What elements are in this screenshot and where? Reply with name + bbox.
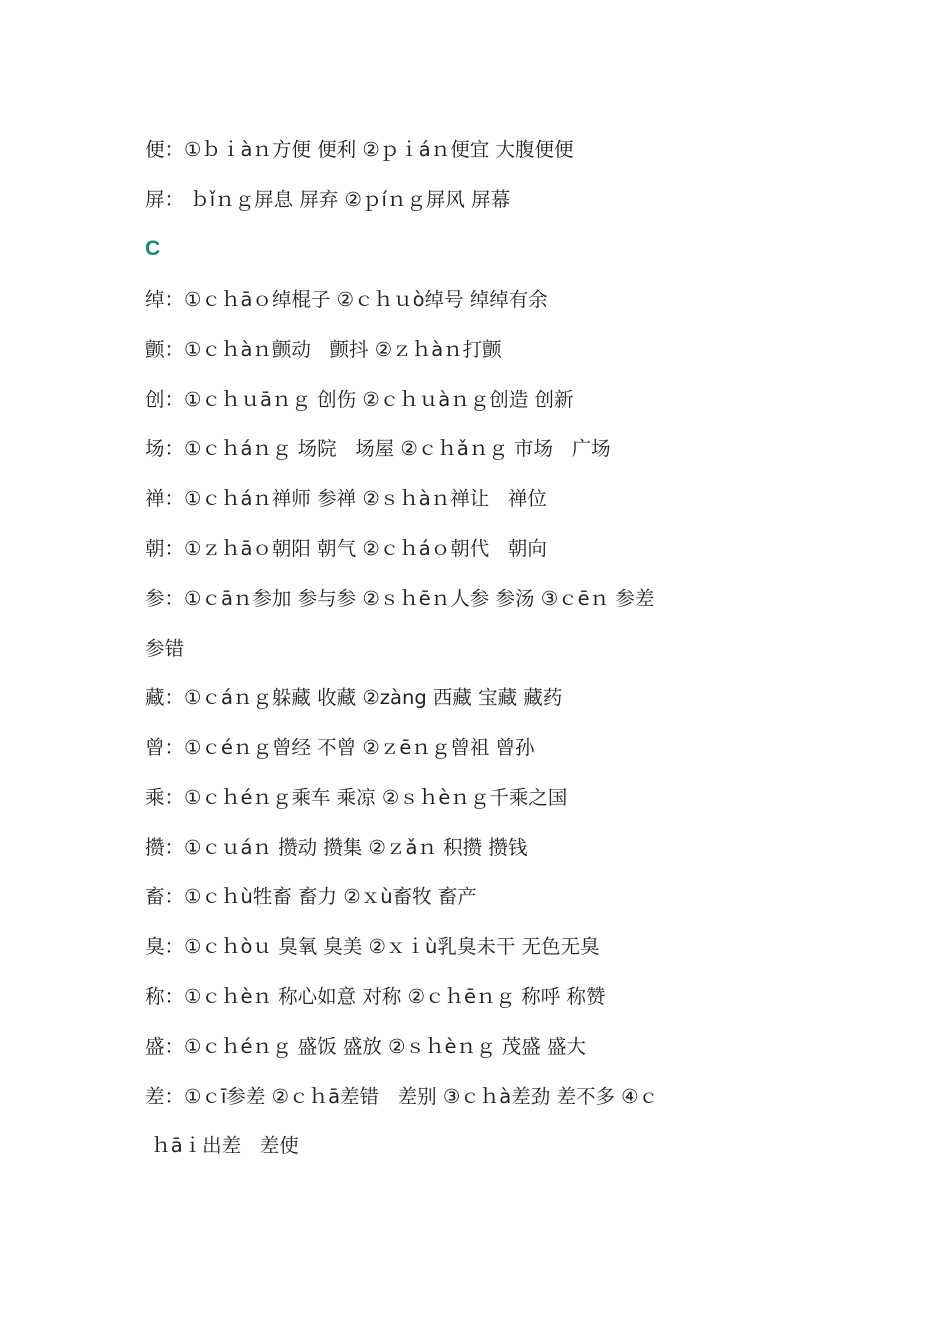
entry-chuang: 创：①ｃｈｕāｎｇ 创伤 ②ｃｈｕàｎｇ创造 创新 <box>145 388 574 411</box>
entry-chen: 称：①ｃｈèｎ 称心如意 对称 ②ｃｈēｎｇ 称呼 称赞 <box>145 985 606 1008</box>
section-heading-c: C <box>145 237 161 260</box>
entry-can: 参：①ｃāｎ参加 参与参 ②ｓｈēｎ人参 参汤 ③ｃēｎ 参差 <box>145 587 655 610</box>
entry-zhao-chao: 朝：①ｚｈāｏ朝阳 朝气 ②ｃｈáｏ朝代 朝向 <box>145 537 547 560</box>
entry-ci-cha-continued: ｈāｉ出差 差使 <box>145 1134 299 1157</box>
entry-ci-cha: 差：①ｃī参差 ②ｃｈā差错 差别 ③ｃｈà差劲 差不多 ④ｃ <box>145 1085 659 1108</box>
entry-bing: 屏： ｂǐｎｇ屏息 屏弃 ②ｐíｎｇ屏风 屏幕 <box>145 188 511 211</box>
entry-chou: 臭：①ｃｈòｕ 臭氧 臭美 ②ｘｉù乳臭未干 无色无臭 <box>145 935 600 958</box>
entry-cuan: 攒：①ｃｕáｎ 攒动 攒集 ②ｚǎｎ 积攒 攒钱 <box>145 836 528 859</box>
entry-can-continued: 参错 <box>145 637 185 660</box>
entry-cheng: 盛：①ｃｈéｎｇ 盛饭 盛放 ②ｓｈèｎｇ 茂盛 盛大 <box>145 1035 586 1058</box>
entry-cheng-sheng: 乘：①ｃｈéｎｇ乘车 乘凉 ②ｓｈèｎｇ千乘之国 <box>145 786 568 809</box>
entry-chang: 场：①ｃｈáｎｇ 场院 场屋 ②ｃｈǎｎｇ 市场 广场 <box>145 437 611 460</box>
entry-chuo: 绰：①ｃｈāｏ绰棍子 ②ｃｈｕò绰号 绰绰有余 <box>145 288 548 311</box>
entry-bian: 便：①ｂｉàｎ方便 便利 ②ｐｉáｎ便宜 大腹便便 <box>145 138 574 161</box>
entry-chan-shan: 禅：①ｃｈáｎ禅师 参禅 ②ｓｈàｎ禅让 禅位 <box>145 487 547 510</box>
entry-ceng: 曾：①ｃéｎｇ曾经 不曾 ②ｚēｎｇ曾祖 曾孙 <box>145 736 535 759</box>
entry-chu: 畜：①ｃｈù牲畜 畜力 ②ｘù畜牧 畜产 <box>145 885 477 908</box>
entry-chan: 颤：①ｃｈàｎ颤动 颤抖 ②ｚｈàｎ打颤 <box>145 338 502 361</box>
entry-cang: 藏：①ｃáｎｇ躲藏 收藏 ②zàng 西藏 宝藏 藏药 <box>145 686 563 709</box>
